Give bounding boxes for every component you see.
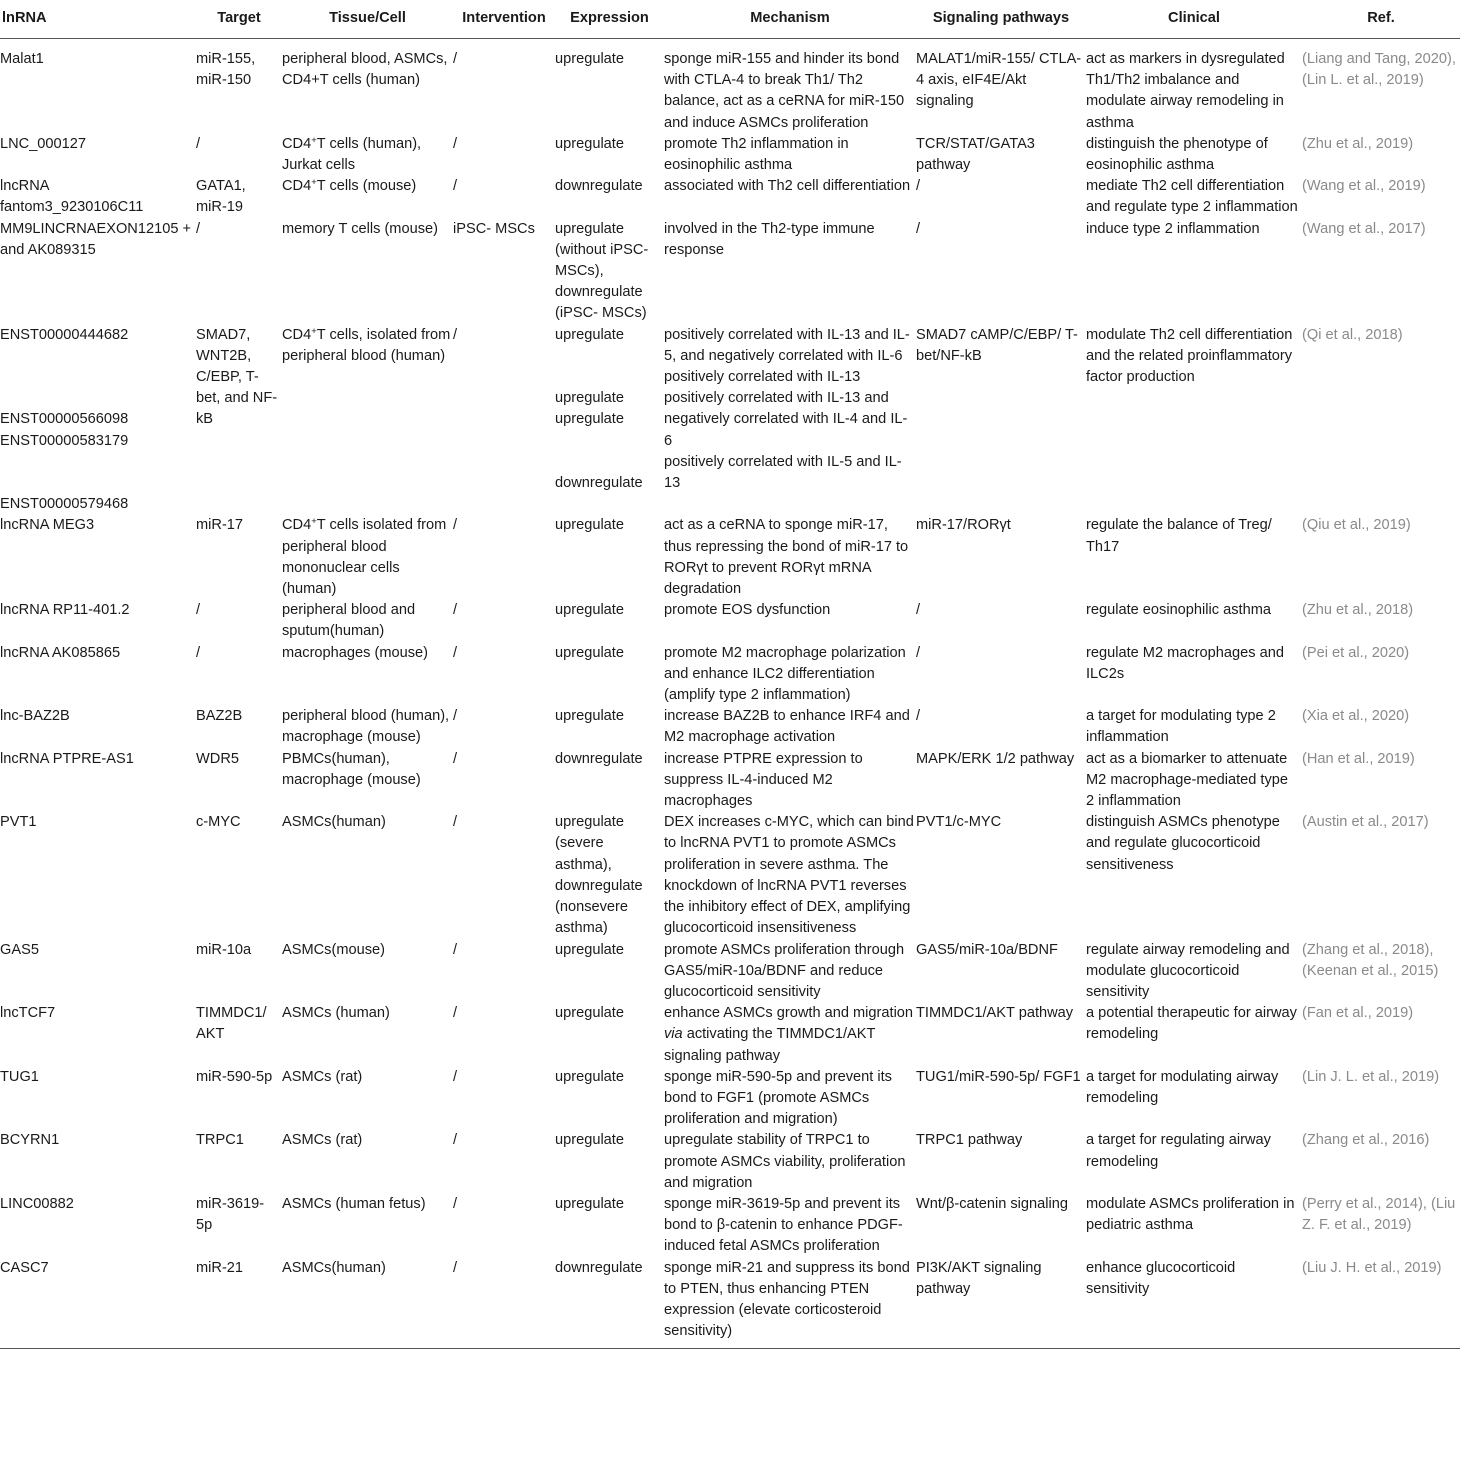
lnrna-line: ENST00000583179 (0, 432, 129, 449)
cell-clinical: regulate M2 macrophages and ILC2s (1086, 644, 1284, 682)
table-row (0, 706, 1460, 748)
cell-mechanism: increase PTPRE expression to suppress IL-4-induced M2 macrophages (664, 750, 863, 810)
cell-mechanism: upregulate stability of TRPC1 to promote ASMCs viability, proliferation and migration (664, 1132, 906, 1191)
cell-lnrna: LINC00882 (0, 1195, 74, 1212)
line-spacer (0, 346, 194, 410)
cell-pathways: TIMMDC1/AKT pathway (916, 1005, 1074, 1022)
cell-target: / (196, 602, 201, 619)
table-row (0, 600, 1460, 642)
cell-intervention: / (453, 708, 458, 725)
cell-clinical: modulate ASMCs proliferation in pediatric asthma (1086, 1195, 1295, 1234)
cell-tissue: peripheral blood, ASMCs, CD4+T cells (human) (282, 51, 448, 89)
cell-clinical: regulate the balance of Treg/ Th17 (1086, 517, 1272, 555)
tissue-text: T cells, isolated from peripheral blood (human) (282, 326, 451, 364)
cell-tissue (282, 515, 453, 600)
cell-target: miR-17 (196, 517, 244, 534)
table-row (0, 39, 1460, 134)
cell-target: miR-21 (196, 1258, 282, 1349)
table-row (0, 219, 1460, 325)
cell-mechanism: sponge miR-21 and suppress its bond to PTEN, thus enhancing PTEN expression (elevate corticosteroid sensitivity) (664, 1258, 916, 1349)
mechanism-line: positively correlated with IL-5 and IL-13 (664, 453, 902, 492)
cell-ref: (Lin J. L. et al., 2019) (1302, 1068, 1440, 1085)
table-row (0, 1067, 1460, 1131)
cell-tissue: ASMCs (rat) (282, 1068, 363, 1085)
cell-target: GATA1, miR-19 (196, 178, 246, 216)
cell-target: WDR5 (196, 750, 239, 767)
cell-expression: upregulate (555, 51, 624, 67)
cell-clinical: a potential therapeutic for airway remodeling (1086, 1005, 1297, 1043)
cell-ref: (Xia et al., 2020) (1302, 708, 1410, 725)
cell-pathways: PVT1/c-MYC (916, 814, 1002, 831)
cell-tissue: ASMCs(mouse) (282, 941, 385, 958)
mechanism-italic: via (664, 1026, 683, 1043)
cell-mechanism (664, 1003, 916, 1067)
lnrna-line: ENST00000579468 (0, 496, 129, 513)
mechanism-line: positively correlated with IL-13 and IL-5, and negatively correlated with IL-6 (664, 326, 910, 364)
cell-tissue: ASMCs(human) (282, 1258, 453, 1349)
line-spacer (555, 431, 662, 473)
cell-ref: (Fan et al., 2019) (1302, 1005, 1414, 1022)
cell-ref: (Zhu et al., 2019) (1302, 135, 1414, 152)
cell-mechanism: associated with Th2 cell differentiation (664, 178, 911, 195)
cell-expression: downregulate (555, 178, 643, 195)
mechanism-line: positively correlated with IL-13 (664, 369, 861, 386)
cell-clinical: regulate eosinophilic asthma (1086, 602, 1271, 619)
cell-expression: upregulate (555, 1195, 624, 1212)
cell-target: TIMMDC1/ AKT (196, 1005, 267, 1043)
cell-clinical: a target for regulating airway remodeling (1086, 1132, 1271, 1170)
cell-tissue: ASMCs (human) (282, 1005, 390, 1022)
lnrna-line: ENST00000566098 (0, 411, 129, 428)
col-header-tissue: Tissue/Cell (282, 0, 453, 39)
mechanism-text: activating the TIMMDC1/AKT signaling pathway (664, 1026, 876, 1064)
tissue-text: T cells (mouse) (316, 178, 417, 195)
cell-ref: (Qi et al., 2018) (1302, 326, 1403, 343)
cell-ref: (Qiu et al., 2019) (1302, 517, 1411, 534)
table-row (0, 1258, 1460, 1349)
cell-expression: downregulate (555, 1258, 664, 1349)
table-row (0, 749, 1460, 813)
expression-line: upregulate (555, 390, 624, 407)
cell-lnrna: PVT1 (0, 814, 37, 831)
tissue-text: CD4 (282, 135, 312, 152)
cell-intervention: / (453, 750, 458, 767)
cell-expression: upregulate (555, 135, 624, 152)
table-row (0, 325, 1460, 516)
col-header-intervention: Intervention (453, 0, 555, 39)
cell-pathways: GAS5/miR-10a/BDNF (916, 941, 1058, 958)
cell-intervention: / (453, 178, 458, 195)
cell-tissue: PBMCs(human), macrophage (mouse) (282, 750, 421, 788)
cell-intervention: / (453, 941, 458, 958)
cell-target: TRPC1 (196, 1132, 244, 1149)
col-header-ref: Ref. (1302, 0, 1460, 39)
cell-lnrna: Malat1 (0, 51, 44, 67)
cell-lnrna: lnc-BAZ2B (0, 708, 70, 725)
tissue-text: CD4 (282, 326, 312, 343)
cell-intervention: / (453, 1068, 458, 1085)
cell-lnrna: GAS5 (0, 941, 39, 958)
cell-target: c-MYC (196, 814, 241, 831)
cell-intervention: / (453, 644, 458, 661)
cell-intervention: / (453, 517, 458, 534)
cell-clinical: regulate airway remodeling and modulate glucocorticoid sensitivity (1086, 941, 1290, 1000)
cell-pathways: / (916, 602, 921, 619)
cell-tissue: memory T cells (mouse) (282, 220, 438, 237)
cell-tissue (282, 176, 453, 218)
cell-lnrna: LNC_000127 (0, 135, 87, 152)
cell-lnrna: MM9LINCRNAEXON12105 + and AK089315 (0, 220, 192, 258)
cell-ref: (Han et al., 2019) (1302, 750, 1415, 767)
cell-expression: upregulate (severe asthma), downregulate (nonsevere asthma) (555, 814, 643, 937)
cell-pathways: TRPC1 pathway (916, 1132, 1023, 1149)
table-row (0, 515, 1460, 600)
cell-pathways: SMAD7 cAMP/C/EBP/ T-bet/NF-kB (916, 326, 1078, 364)
mechanism-text: enhance ASMCs growth and migration (664, 1005, 914, 1022)
cell-lnrna: lncRNA PTPRE-AS1 (0, 750, 134, 767)
table-row (0, 1130, 1460, 1194)
col-header-expression: Expression (555, 0, 664, 39)
cell-target: SMAD7, WNT2B, C/EBP, T-bet, and NF-kB (196, 326, 278, 428)
table-row (0, 176, 1460, 218)
cell-expression: upregulate (without iPSC- MSCs), downregulate (iPSC- MSCs) (555, 220, 649, 322)
cell-mechanism: increase BAZ2B to enhance IRF4 and M2 macrophage activation (664, 708, 910, 746)
cell-clinical: act as a biomarker to attenuate M2 macrophage-mediated type 2 inflammation (1086, 750, 1288, 810)
cell-expression: upregulate (555, 644, 624, 661)
cell-ref: (Wang et al., 2017) (1302, 220, 1426, 237)
table-row (0, 1003, 1460, 1067)
cell-clinical: a target for modulating airway remodeling (1086, 1068, 1279, 1106)
col-header-lnrna: lnRNA (0, 0, 196, 39)
mechanism-line: positively correlated with IL-13 and negatively correlated with IL-4 and IL-6 (664, 390, 908, 449)
cell-intervention: / (453, 51, 458, 67)
cell-pathways: / (916, 220, 921, 237)
cell-mechanism: promote ASMCs proliferation through GAS5/miR-10a/BDNF and reduce glucocorticoid sensitivity (664, 941, 905, 1000)
cell-mechanism (664, 325, 916, 516)
cell-expression: upregulate (555, 941, 624, 958)
cell-pathways: / (916, 708, 921, 725)
cell-expression: upregulate (555, 602, 624, 619)
cell-ref: (Austin et al., 2017) (1302, 814, 1429, 831)
cell-lnrna: lncRNA fantom3_9230106C11 (0, 178, 144, 216)
cell-tissue (282, 134, 453, 176)
cell-lnrna: lncTCF7 (0, 1005, 56, 1022)
cell-lnrna: CASC7 (0, 1258, 196, 1349)
cell-clinical: distinguish ASMCs phenotype and regulate glucocorticoid sensitiveness (1086, 814, 1280, 873)
cell-intervention: / (453, 1195, 458, 1212)
cell-clinical: modulate Th2 cell differentiation and the related proinflammatory factor production (1086, 326, 1293, 386)
cell-expression: upregulate (555, 708, 624, 725)
table-row (0, 940, 1460, 1004)
cell-mechanism: sponge miR-3619-5p and prevent its bond to β-catenin to enhance PDGF-induced fetal ASMCs proliferation (664, 1195, 903, 1255)
cell-clinical: distinguish the phenotype of eosinophilic asthma (1086, 135, 1268, 174)
cell-target: miR-3619-5p (196, 1195, 265, 1234)
col-header-mechanism: Mechanism (664, 0, 916, 39)
cell-expression: upregulate (555, 1068, 624, 1085)
line-spacer (555, 346, 662, 388)
cell-clinical: act as markers in dysregulated Th1/Th2 imbalance and modulate airway remodeling in asthma (1086, 51, 1285, 131)
cell-intervention: / (453, 602, 458, 619)
superscript-plus: + (311, 177, 317, 189)
cell-clinical: a target for modulating type 2 inflammation (1086, 708, 1276, 746)
table-row (0, 1194, 1460, 1258)
superscript-plus: + (311, 134, 317, 146)
header-row (0, 0, 1460, 39)
cell-clinical: mediate Th2 cell differentiation and regulate type 2 inflammation (1086, 178, 1298, 216)
cell-target: miR-10a (196, 941, 252, 958)
cell-mechanism: DEX increases c-MYC, which can bind to lncRNA PVT1 to promote ASMCs proliferation in severe asthma. The knockdown of lncRNA PVT1 reverses the inhibitory effect of DEX, amplifying glucocorticoid insensitiveness (664, 814, 914, 937)
cell-tissue: macrophages (mouse) (282, 644, 429, 661)
cell-pathways: / (916, 644, 921, 661)
cell-mechanism: promote EOS dysfunction (664, 602, 831, 619)
cell-intervention: / (453, 1132, 458, 1149)
cell-tissue (282, 325, 453, 516)
cell-tissue: ASMCs (human fetus) (282, 1195, 426, 1212)
cell-intervention: / (453, 135, 458, 152)
cell-lnrna (0, 325, 196, 516)
cell-tissue: peripheral blood (human), macrophage (mouse) (282, 708, 450, 746)
cell-pathways: MALAT1/miR-155/ CTLA-4 axis, eIF4E/Akt signaling (916, 51, 1082, 110)
table-row (0, 134, 1460, 176)
cell-lnrna: lncRNA MEG3 (0, 517, 95, 534)
cell-clinical: induce type 2 inflammation (1086, 220, 1260, 237)
tissue-text: T cells isolated from peripheral blood mononuclear cells (human) (282, 517, 447, 598)
cell-intervention: / (453, 1005, 458, 1022)
cell-intervention: / (453, 814, 458, 831)
tissue-text: CD4 (282, 517, 312, 534)
cell-pathways: / (916, 178, 921, 195)
cell-pathways: MAPK/ERK 1/2 pathway (916, 750, 1075, 767)
cell-target: / (196, 644, 201, 661)
cell-mechanism: sponge miR-155 and hinder its bond with CTLA-4 to break Th1/ Th2 balance, act as a ceRNA for miR-150 and induce ASMCs proliferation (664, 51, 905, 131)
cell-lnrna: lncRNA AK085865 (0, 644, 121, 661)
cell-lnrna: TUG1 (0, 1068, 39, 1085)
cell-target: BAZ2B (196, 708, 243, 725)
col-header-target: Target (196, 0, 282, 39)
cell-tissue: ASMCs(human) (282, 814, 386, 831)
cell-target: / (196, 135, 201, 152)
cell-pathways: TCR/STAT/GATA3 pathway (916, 135, 1035, 174)
cell-target: miR-155, miR-150 (196, 51, 256, 89)
tissue-text: CD4 (282, 178, 312, 195)
expression-line: upregulate (555, 411, 624, 428)
cell-intervention: / (453, 326, 458, 343)
expression-line: upregulate (555, 326, 624, 343)
cell-pathways: Wnt/β-catenin signaling (916, 1195, 1068, 1212)
cell-expression: upregulate (555, 1132, 624, 1149)
table-row (0, 643, 1460, 707)
cell-tissue: peripheral blood and sputum(human) (282, 602, 416, 640)
lnrna-line: ENST00000444682 (0, 326, 129, 343)
cell-lnrna: lncRNA RP11-401.2 (0, 602, 130, 619)
expression-line: downregulate (555, 475, 643, 492)
cell-ref: (Pei et al., 2020) (1302, 644, 1410, 661)
cell-expression: upregulate (555, 1005, 624, 1022)
cell-pathways: PI3K/AKT signaling pathway (916, 1258, 1086, 1349)
cell-clinical: enhance glucocorticoid sensitivity (1086, 1258, 1302, 1349)
col-header-clinical: Clinical (1086, 0, 1302, 39)
cell-tissue: ASMCs (rat) (282, 1132, 363, 1149)
cell-ref: (Liu J. H. et al., 2019) (1302, 1258, 1460, 1349)
cell-expression: upregulate (555, 517, 624, 534)
cell-ref: (Liang and Tang, 2020), (Lin L. et al., 2019) (1302, 51, 1456, 89)
cell-pathways: TUG1/miR-590-5p/ FGF1 (916, 1068, 1081, 1085)
superscript-plus: + (311, 516, 317, 528)
cell-ref: (Zhang et al., 2018), (Keenan et al., 2015) (1302, 941, 1439, 979)
tissue-text: T cells (human), Jurkat cells (282, 135, 422, 174)
cell-ref: (Zhu et al., 2018) (1302, 602, 1414, 619)
cell-intervention: iPSC- MSCs (453, 220, 535, 237)
cell-mechanism: sponge miR-590-5p and prevent its bond to FGF1 (promote ASMCs proliferation and migration) (664, 1068, 892, 1128)
cell-pathways: miR-17/RORγt (916, 517, 1011, 534)
cell-target: / (196, 220, 201, 237)
cell-ref: (Zhang et al., 2016) (1302, 1132, 1430, 1149)
cell-mechanism: act as a ceRNA to sponge miR-17, thus repressing the bond of miR-17 to RORγt to prevent RORγt mRNA degradation (664, 517, 909, 598)
table-row (0, 812, 1460, 939)
cell-mechanism: promote Th2 inflammation in eosinophilic asthma (664, 135, 849, 174)
cell-expression (555, 325, 664, 516)
cell-lnrna: BCYRN1 (0, 1132, 60, 1149)
line-spacer (0, 452, 194, 494)
cell-expression: downregulate (555, 750, 643, 767)
superscript-plus: + (311, 325, 317, 337)
cell-target: miR-590-5p (196, 1068, 273, 1085)
cell-ref: (Perry et al., 2014), (Liu Z. F. et al., 2019) (1302, 1195, 1456, 1234)
cell-intervention: / (453, 1258, 555, 1349)
col-header-pathways: Signaling pathways (916, 0, 1086, 39)
cell-mechanism: promote M2 macrophage polarization and enhance ILC2 differentiation (amplify type 2 inflammation) (664, 644, 906, 704)
cell-mechanism: involved in the Th2-type immune response (664, 220, 875, 258)
cell-ref: (Wang et al., 2019) (1302, 178, 1426, 195)
